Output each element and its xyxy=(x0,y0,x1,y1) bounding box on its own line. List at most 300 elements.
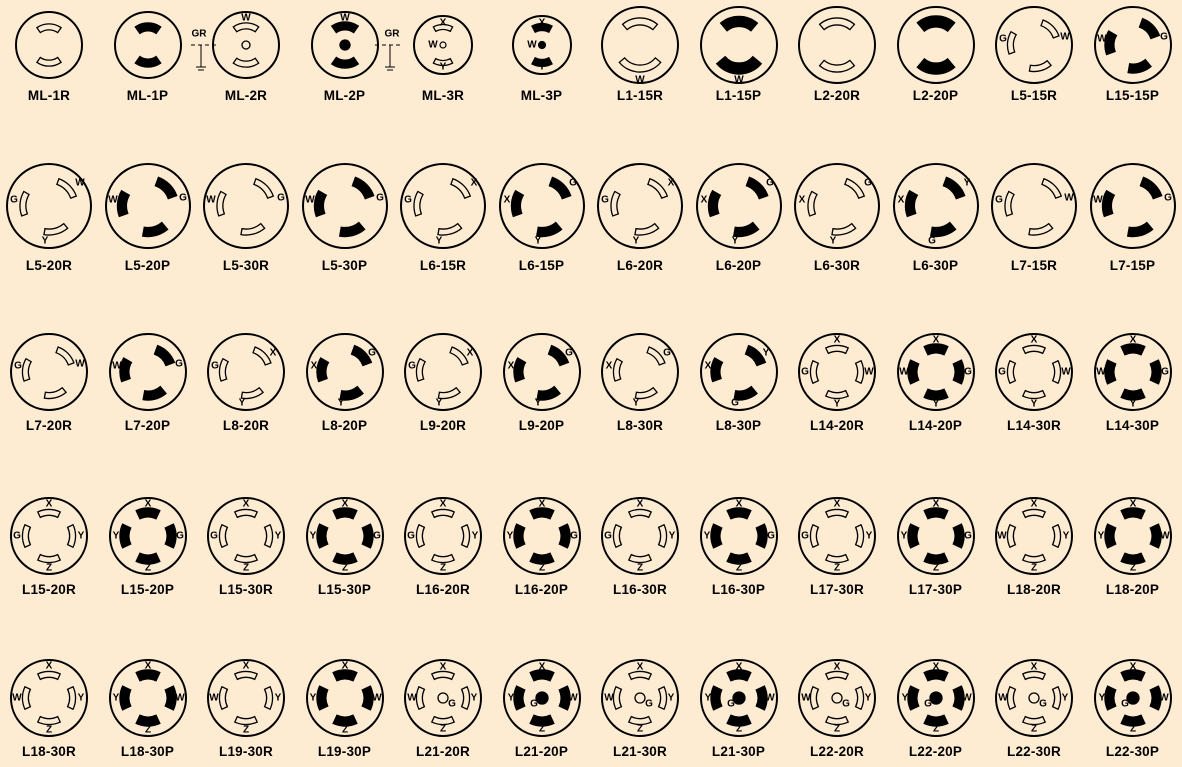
blade-bottom xyxy=(1128,60,1151,73)
blade-top xyxy=(826,345,848,353)
pin-letter-right: G xyxy=(569,530,578,542)
connector-label: L5-30P xyxy=(321,258,368,273)
pin-letter-center: G xyxy=(726,698,735,710)
pin-letter-top: X xyxy=(538,661,545,673)
blade-bottom xyxy=(832,224,856,235)
connector-label: L18-30R xyxy=(22,744,76,759)
blade-top xyxy=(720,16,757,30)
pin-letter-right: Y xyxy=(668,530,676,542)
pin-letter-right: W xyxy=(1064,192,1074,204)
pin-letter-bottom: Z xyxy=(439,562,447,574)
connector-label: L7-15P xyxy=(1109,258,1156,273)
pin-letter-right: W xyxy=(764,692,775,704)
blade-bottom xyxy=(1023,391,1045,399)
blade-bottom xyxy=(716,57,761,74)
pin-letter-left: W xyxy=(801,692,811,704)
blade-bottom xyxy=(37,57,61,66)
connector-l8-20p xyxy=(296,326,394,436)
connector-face-diagram xyxy=(591,0,689,90)
blade-left xyxy=(20,191,29,215)
blade-upper-right xyxy=(254,179,273,198)
connector-face-diagram xyxy=(591,326,689,416)
pin-letter-bottom: Z xyxy=(1030,723,1038,735)
pin-letter-bottom: Y xyxy=(534,397,541,409)
blade-bottom xyxy=(331,57,358,68)
pin-letter-left: G xyxy=(801,530,809,542)
blade-right xyxy=(265,687,273,709)
blade-left xyxy=(710,524,721,548)
pin-letter-right: Y xyxy=(77,530,85,542)
connector-label: L5-20R xyxy=(25,258,73,273)
connector-l1-15p xyxy=(690,0,788,110)
pin-letter-right: W xyxy=(567,692,578,704)
pin-letter-top: X xyxy=(1129,661,1136,673)
pin-letter-right: W xyxy=(1060,31,1070,43)
connector-face-diagram xyxy=(887,326,985,416)
blade-bottom xyxy=(241,224,265,235)
connector-label: L7-20R xyxy=(25,418,73,433)
connector-face-diagram xyxy=(1084,326,1182,416)
connector-l2-20p xyxy=(887,0,985,110)
blade-bottom xyxy=(619,58,660,72)
ground-pin xyxy=(832,693,842,703)
connector-label: L22-20P xyxy=(908,744,963,759)
connector-face-diagram xyxy=(887,160,985,250)
blade-top xyxy=(235,509,257,517)
connector-face-diagram xyxy=(493,160,591,250)
pin-letter-top: X xyxy=(144,660,151,672)
pin-letter-left: W xyxy=(1092,194,1103,206)
pin-letter-left: W xyxy=(111,360,122,372)
pin-letter-bottom: Z xyxy=(1129,723,1136,735)
pin-letter-top: X xyxy=(341,660,348,672)
connector-label: L7-15R xyxy=(1010,258,1058,273)
connector-label: ML-3R xyxy=(421,88,465,103)
pin-letter-top: X xyxy=(1129,498,1136,510)
pin-letter-bottom: Y xyxy=(435,397,443,409)
pin-letter-right: G xyxy=(1163,192,1172,204)
blade-bottom xyxy=(917,59,954,74)
connector-label: ML-2P xyxy=(323,88,366,103)
connector-l2-20r xyxy=(788,0,886,110)
pin-letter-bottom: Y xyxy=(731,235,738,247)
blade-upper-right xyxy=(450,347,468,365)
pin-letter-left: Y xyxy=(900,530,907,542)
blade-left xyxy=(414,191,423,215)
pin-letter-left: G xyxy=(995,194,1003,206)
pin-letter-right: W xyxy=(864,366,874,378)
pin-letter-top: X xyxy=(1030,334,1038,346)
blade-bottom xyxy=(733,223,758,237)
connector-label: L17-30R xyxy=(810,582,864,597)
connector-face-diagram xyxy=(985,490,1083,580)
connector-face-diagram xyxy=(690,160,788,250)
connector-face-diagram xyxy=(788,0,886,90)
blade-left xyxy=(219,359,228,381)
connector-label: L1-15R xyxy=(616,88,664,103)
pin-letter-left: W xyxy=(12,692,22,704)
connector-label: ML-1P xyxy=(126,88,169,103)
blade-top xyxy=(333,508,357,519)
blade-bottom xyxy=(38,555,60,563)
pin-letter-bottom: Y xyxy=(1030,398,1038,410)
pin-letter-left: X xyxy=(503,194,510,206)
blade-left xyxy=(905,191,917,217)
pin-letter-center: G xyxy=(923,698,932,710)
connector-l7-20r xyxy=(0,326,98,436)
pin-letter-left: W xyxy=(304,194,315,206)
connector-outline xyxy=(115,12,181,78)
ground-pin xyxy=(1029,693,1039,703)
blade-upper-right xyxy=(352,177,373,198)
connector-label: L22-20R xyxy=(810,744,864,759)
pin-letter-bottom: Z xyxy=(45,724,53,736)
blade-top xyxy=(432,509,454,517)
pin-letter-upper-right: W xyxy=(75,177,85,189)
center-pin xyxy=(440,42,446,48)
blade-left xyxy=(119,686,130,710)
blade-top xyxy=(623,18,658,30)
pin-letter-left: Y xyxy=(506,530,513,542)
pin-letter-left: X xyxy=(798,194,806,206)
pin-letter-top: X xyxy=(932,661,939,673)
blade-upper-right xyxy=(648,179,667,198)
pin-letter-right: W xyxy=(75,358,85,370)
pin-letter-left: G xyxy=(604,530,612,542)
blade-bottom xyxy=(38,717,60,725)
connector-l14-20r xyxy=(788,326,886,436)
connector-l14-30p xyxy=(1084,326,1182,436)
pin-letter-right: Y xyxy=(667,692,675,704)
blade-top xyxy=(233,23,258,32)
pin-letter-top: X xyxy=(538,498,545,510)
pin-letter-right: Y xyxy=(1061,692,1069,704)
pin-letter-top: X xyxy=(1030,498,1038,510)
blade-left xyxy=(611,191,620,215)
pin-letter-bottom: Z xyxy=(242,562,250,574)
connector-face-diagram xyxy=(99,490,197,580)
pin-letter-upper-right: X xyxy=(269,347,277,359)
pin-letter-gr: GR xyxy=(191,28,207,40)
connector-label: L18-30P xyxy=(120,744,175,759)
connector-l22-30r xyxy=(985,652,1083,762)
blade-top xyxy=(333,670,357,681)
pin-letter-left: W xyxy=(898,366,909,378)
pin-letter-bottom: Y xyxy=(41,235,49,247)
connector-l5-20p xyxy=(99,160,197,273)
connector-l5-20r xyxy=(0,160,98,273)
blade-right xyxy=(1053,361,1061,383)
pin-letter-left: Y xyxy=(703,530,710,542)
connector-face-diagram xyxy=(493,326,591,416)
blade-right xyxy=(165,524,176,548)
connector-label: L16-30P xyxy=(711,582,766,597)
pin-letter-bottom: Z xyxy=(735,723,742,735)
pin-letter-top: X xyxy=(45,660,53,672)
pin-letter-upper-right: G xyxy=(864,177,872,189)
blade-right xyxy=(659,525,667,547)
pin-letter-right: G xyxy=(963,530,972,542)
connector-label: L6-15R xyxy=(419,258,467,273)
blade-left xyxy=(810,361,818,383)
pin-letter-left: W xyxy=(209,692,219,704)
connector-face-diagram xyxy=(197,326,295,416)
blade-left xyxy=(513,358,525,382)
pin-letter-top: X xyxy=(833,334,841,346)
pin-letter-left: G xyxy=(801,366,809,378)
blade-right xyxy=(953,524,964,548)
connector-l8-20r xyxy=(197,326,295,436)
pin-letter-right: G xyxy=(178,192,187,204)
pin-letter-top: X xyxy=(1129,334,1136,346)
connector-face-diagram xyxy=(1084,652,1182,742)
pin-letter-left: W xyxy=(604,692,614,704)
connector-label: L2-20P xyxy=(912,88,959,103)
connector-ml-3p xyxy=(493,0,591,110)
pin-letter-top: X xyxy=(932,498,939,510)
pin-letter-w: W xyxy=(339,12,350,24)
pin-letter-w: W xyxy=(428,39,438,51)
blade-upper-right xyxy=(845,179,864,198)
blade-upper-right xyxy=(154,346,174,366)
blade-bottom xyxy=(143,387,166,400)
connector-label: L15-30R xyxy=(219,582,273,597)
blade-right xyxy=(1150,360,1161,384)
center-pin xyxy=(340,40,350,50)
connector-l8-30r xyxy=(591,326,689,436)
pin-letter-top: X xyxy=(242,660,250,672)
pin-letter-right: W xyxy=(1061,366,1071,378)
pin-letter-left: W xyxy=(407,692,417,704)
pin-letter-upper-right: G xyxy=(564,347,573,359)
blade-top xyxy=(917,16,954,31)
blade-top xyxy=(1121,508,1145,519)
blade-bottom xyxy=(536,223,561,237)
blade-left xyxy=(119,524,130,548)
connector-face-diagram xyxy=(887,490,985,580)
pin-letter-bottom: Z xyxy=(341,724,348,736)
connector-label: L16-20P xyxy=(514,582,569,597)
pin-letter-right: W xyxy=(1158,692,1169,704)
blade-left xyxy=(22,525,30,547)
blade-left xyxy=(416,687,424,709)
connector-l15-20p xyxy=(99,490,197,600)
connector-face-diagram xyxy=(1084,160,1182,250)
connector-label: L14-20P xyxy=(908,418,963,433)
connector-label: L7-20P xyxy=(124,418,171,433)
blade-right xyxy=(856,525,864,547)
blade-left xyxy=(613,687,621,709)
connector-label: L8-20P xyxy=(321,418,368,433)
blade-left xyxy=(217,191,226,215)
blade-left xyxy=(513,686,524,710)
connector-face-diagram xyxy=(493,0,591,90)
pin-letter-left: G xyxy=(601,194,609,206)
pin-letter-bottom: Z xyxy=(833,723,841,735)
connector-face-diagram xyxy=(0,490,98,580)
pin-letter-bottom: Z xyxy=(242,724,250,736)
blade-left xyxy=(907,686,918,710)
blade-top xyxy=(820,18,855,30)
pin-letter-bottom: Z xyxy=(932,723,939,735)
connector-face-diagram xyxy=(887,0,985,90)
connector-face-diagram xyxy=(0,0,98,90)
connector-label: L19-30P xyxy=(317,744,372,759)
connector-label: ML-3P xyxy=(520,88,563,103)
connector-face-diagram xyxy=(296,490,394,580)
pin-letter-bottom: Y xyxy=(632,235,640,247)
pin-letter-right: W xyxy=(371,692,382,704)
blade-right xyxy=(265,525,273,547)
pin-letter-right: G xyxy=(277,192,285,204)
pin-letter-left: W xyxy=(107,194,118,206)
connector-label: L6-20R xyxy=(616,258,664,273)
pin-letter-upper-right: X xyxy=(466,347,474,359)
connector-face-diagram xyxy=(0,160,98,250)
pin-letter-bottom: Z xyxy=(636,723,644,735)
connector-l5-30p xyxy=(296,160,394,273)
connector-l6-20p xyxy=(690,160,788,273)
pin-letter-y: Y xyxy=(439,61,447,73)
pin-letter-left: G xyxy=(404,194,412,206)
pin-letter-gr: GR xyxy=(384,28,399,40)
blade-bottom xyxy=(1023,555,1045,563)
connector-ml-1r xyxy=(0,0,98,110)
pin-letter-bottom: Z xyxy=(538,562,545,574)
connector-l21-30r xyxy=(591,652,689,762)
connector-label: L14-30P xyxy=(1105,418,1160,433)
pin-letter-bottom: Z xyxy=(144,724,151,736)
blade-top xyxy=(38,671,60,679)
connector-l18-30p xyxy=(99,652,197,762)
pin-letter-x: X xyxy=(538,17,545,29)
connector-face-diagram xyxy=(690,0,788,90)
pin-letter-center: G xyxy=(1120,698,1129,710)
connector-l5-15r xyxy=(985,0,1083,110)
pin-letter-right: Y xyxy=(865,530,873,542)
pin-letter-left: X xyxy=(897,194,904,206)
connector-face-diagram xyxy=(296,0,399,90)
pin-letter-center: G xyxy=(842,698,850,710)
blade-bottom xyxy=(930,223,955,237)
pin-letter-bottom: Z xyxy=(735,562,742,574)
blade-left xyxy=(1102,191,1114,217)
connector-face-diagram xyxy=(296,326,394,416)
blade-left xyxy=(22,359,31,381)
connector-face-diagram xyxy=(985,0,1083,90)
connector-face-diagram xyxy=(191,0,295,90)
connector-face-diagram xyxy=(99,0,197,90)
blade-upper-right xyxy=(1041,20,1059,38)
connector-label: L9-20P xyxy=(518,418,565,433)
connector-face-diagram xyxy=(690,490,788,580)
blade-left xyxy=(314,191,326,217)
connector-label: L21-20P xyxy=(514,744,569,759)
pin-letter-left: Y xyxy=(901,692,908,704)
pin-letter-bottom: Z xyxy=(538,723,545,735)
pin-letter-left: W xyxy=(997,530,1007,542)
pin-letter-bottom: Z xyxy=(1030,562,1038,574)
connector-label: L6-30P xyxy=(912,258,959,273)
connector-l16-30r xyxy=(591,490,689,600)
blade-upper-right xyxy=(56,347,74,365)
ground-pin xyxy=(635,693,645,703)
pin-letter-upper-right: G xyxy=(765,177,774,189)
pin-letter-right: G xyxy=(963,366,972,378)
blade-left xyxy=(1007,32,1016,54)
blade-left xyxy=(316,524,327,548)
connector-face-diagram xyxy=(394,326,492,416)
pin-letter-center: G xyxy=(529,698,538,710)
blade-right xyxy=(559,524,570,548)
blade-left xyxy=(710,686,721,710)
pin-letter-right: Y xyxy=(864,692,872,704)
blade-left xyxy=(613,359,622,381)
connector-l15-30p xyxy=(296,490,394,600)
blade-top xyxy=(136,670,160,681)
blade-right xyxy=(1053,525,1061,547)
connector-label: L8-20R xyxy=(222,418,270,433)
pin-letter-left: X xyxy=(700,194,707,206)
pin-letter-bottom: Z xyxy=(833,562,841,574)
blade-top xyxy=(924,508,948,519)
connector-label: L14-20R xyxy=(810,418,864,433)
blade-upper-right xyxy=(253,347,271,365)
pin-letter-right: W xyxy=(961,692,972,704)
connector-face-diagram xyxy=(99,652,197,742)
pin-letter-w: W xyxy=(241,12,251,24)
blade-top xyxy=(629,509,651,517)
connector-label: L19-30R xyxy=(219,744,273,759)
blade-left xyxy=(907,360,918,384)
blade-x xyxy=(1023,671,1045,679)
connector-l7-20p xyxy=(99,326,197,436)
connector-label: L22-30R xyxy=(1007,744,1061,759)
connector-l14-30r xyxy=(985,326,1083,436)
connector-l16-20p xyxy=(493,490,591,600)
connector-ml-2r xyxy=(191,0,295,110)
connector-face-diagram xyxy=(296,160,394,250)
connector-face-diagram xyxy=(394,160,492,250)
pin-letter-left: G xyxy=(407,530,415,542)
pin-letter-right: G xyxy=(766,530,775,542)
blade-left xyxy=(1104,524,1115,548)
blade-upper-right xyxy=(746,177,767,198)
pin-letter-left: Y xyxy=(507,692,514,704)
pin-letter-top: X xyxy=(439,498,447,510)
blade-left xyxy=(219,687,227,709)
blade-x xyxy=(432,671,454,679)
blade-x xyxy=(826,671,848,679)
connector-label: L15-20P xyxy=(120,582,175,597)
connector-face-diagram xyxy=(197,490,295,580)
connector-label: L22-30P xyxy=(1105,744,1160,759)
blade-left xyxy=(810,687,818,709)
pin-letter-left: Y xyxy=(112,530,119,542)
blade-top xyxy=(530,508,554,519)
connector-label: L6-20P xyxy=(715,258,762,273)
connector-face-diagram xyxy=(99,160,197,250)
connector-l6-30r xyxy=(788,160,886,273)
blade-upper-right xyxy=(1140,177,1161,198)
blade-top xyxy=(37,24,61,33)
blade-upper-right xyxy=(943,177,964,198)
connector-label: L9-20R xyxy=(419,418,467,433)
blade-upper-right xyxy=(549,177,570,198)
connector-face-diagram xyxy=(591,652,689,742)
connector-l14-20p xyxy=(887,326,985,436)
connector-face-diagram xyxy=(296,652,394,742)
